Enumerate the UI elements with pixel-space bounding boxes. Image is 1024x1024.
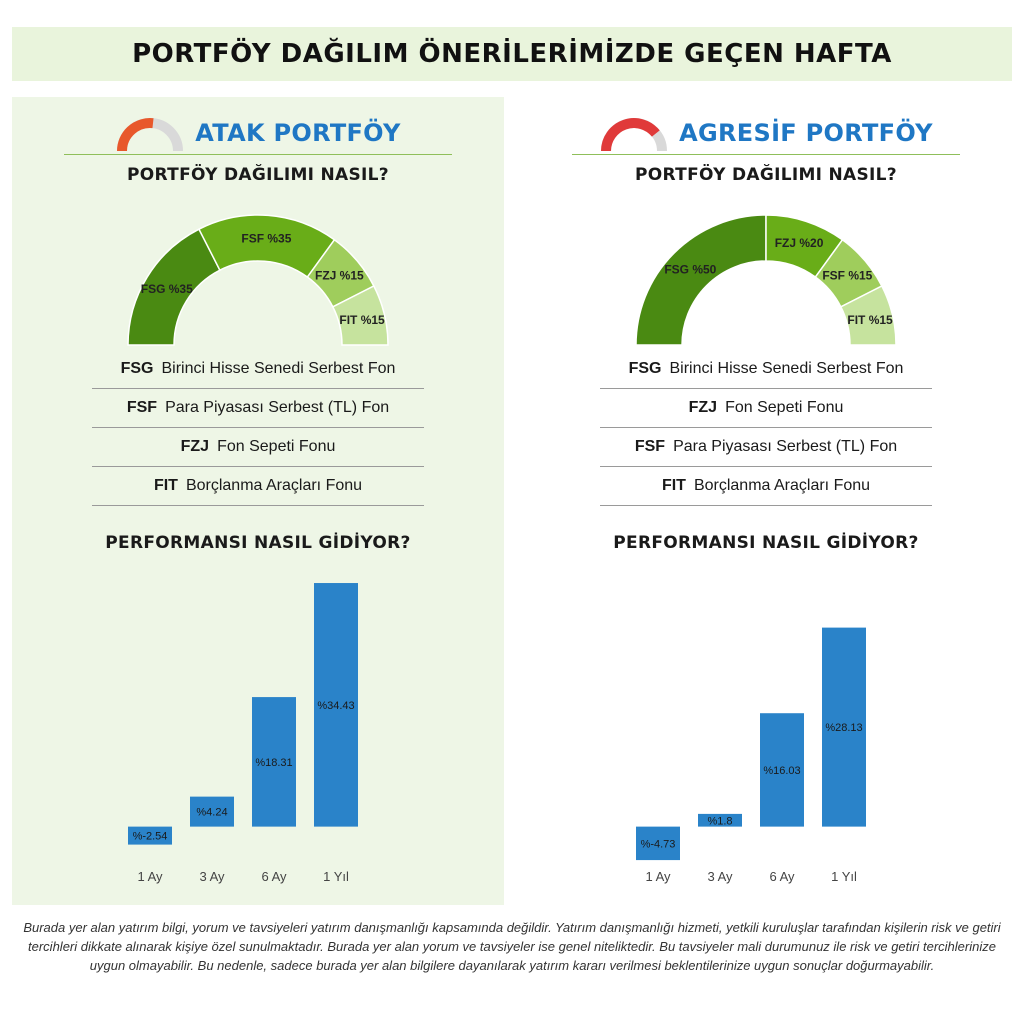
donut-label: FZJ %15	[315, 268, 364, 283]
panel-agresif	[520, 97, 1012, 905]
panel-header	[64, 111, 452, 155]
fund-name: Borçlanma Araçları Fonu	[185, 477, 363, 494]
donut-label: FSG %50	[664, 262, 717, 277]
fund-row	[600, 389, 932, 428]
gauge-icon	[115, 113, 185, 153]
gauge-icon	[599, 113, 669, 153]
fund-code: FSF	[634, 438, 666, 455]
fund-code: FSF	[126, 399, 158, 416]
fund-code: FSG	[628, 360, 662, 377]
donut-label: FSF %35	[241, 231, 292, 246]
fund-name: Birinci Hisse Senedi Serbest Fon	[669, 360, 904, 377]
fund-row	[92, 428, 424, 467]
donut-label: FSG %35	[140, 282, 193, 297]
fund-row	[600, 467, 932, 506]
panel-header	[572, 111, 960, 155]
fund-row	[92, 389, 424, 428]
donut-label: FZJ %20	[774, 236, 824, 251]
fund-name: Fon Sepeti Fonu	[217, 438, 336, 455]
fund-row	[92, 467, 424, 506]
panel-atak	[12, 97, 504, 905]
panel-title: AGRESİF PORTFÖY	[679, 118, 933, 147]
panel-title: ATAK PORTFÖY	[195, 118, 401, 147]
performance-bar-chart	[610, 577, 930, 887]
fund-row	[600, 428, 932, 467]
fund-name: Para Piyasası Serbest (TL) Fon	[673, 438, 898, 455]
bar-value-label: %18.31	[255, 756, 293, 769]
fund-row	[92, 350, 424, 389]
disclaimer: Burada yer alan yatırım bilgi, yorum ve tavsiyeleri yatırım danışmanlığı kapsamında değildir. Yatırım danışmanlığı hizmeti, yetkili kuruluşlar tarafından kişilerin risk ve getiri tercihleri dikkate alınarak kişiye özel sunulmaktadır. Burada yer alan yorum ve tavsiyeler ise genel niteliktedir. Bu tavsiyeler mali durumunuz ile risk ve getiri tercihlerinize uygun olmayabilir. Bu nedenle, sadece burada yer alan bilgilere dayanılarak yatırım kararı verilmesi beklentilerinize uygun sonuçlar doğurmayabilir.	[23, 920, 1001, 973]
donut-segment	[636, 215, 766, 345]
fund-row	[600, 350, 932, 389]
allocation-heading: PORTFÖY DAĞILIMI NASIL?	[127, 165, 389, 185]
x-tick-label: 1 Ay	[645, 869, 671, 884]
x-tick-label: 6 Ay	[261, 869, 287, 884]
fund-name: Birinci Hisse Senedi Serbest Fon	[161, 360, 396, 377]
performance-heading: PERFORMANSI NASIL GİDİYOR?	[613, 533, 919, 553]
fund-name: Borçlanma Araçları Fonu	[693, 477, 871, 494]
x-tick-label: 1 Ay	[137, 869, 163, 884]
x-tick-label: 1 Yıl	[831, 869, 857, 884]
x-tick-label: 6 Ay	[769, 869, 795, 884]
performance-bar-chart	[102, 577, 422, 887]
bar-value-label: %-2.54	[132, 830, 168, 843]
fund-code: FZJ	[688, 399, 718, 416]
allocation-donut-chart	[118, 213, 398, 351]
fund-name: Para Piyasası Serbest (TL) Fon	[165, 399, 390, 416]
bar-value-label: %1.8	[707, 815, 733, 828]
x-tick-label: 3 Ay	[707, 869, 733, 884]
donut-label: FIT %15	[847, 313, 893, 328]
bar-value-label: %34.43	[317, 699, 355, 712]
donut-label: FSF %15	[822, 268, 873, 283]
fund-list	[92, 350, 424, 506]
x-tick-label: 3 Ay	[199, 869, 225, 884]
bar-value-label: %-4.73	[640, 838, 676, 851]
title-banner	[12, 27, 1012, 81]
fund-code: FSG	[120, 360, 154, 377]
performance-heading: PERFORMANSI NASIL GİDİYOR?	[105, 533, 411, 553]
fund-list	[600, 350, 932, 506]
allocation-heading: PORTFÖY DAĞILIMI NASIL?	[635, 165, 897, 185]
donut-label: FIT %15	[339, 313, 385, 328]
bar-value-label: %16.03	[763, 764, 801, 777]
bar-value-label: %4.24	[196, 806, 228, 819]
page-title: PORTFÖY DAĞILIM ÖNERİLERİMİZDE GEÇEN HAFTA	[132, 39, 892, 69]
fund-name: Fon Sepeti Fonu	[725, 399, 844, 416]
fund-code: FZJ	[180, 438, 210, 455]
fund-code: FIT	[153, 477, 178, 494]
allocation-donut-chart	[626, 213, 906, 351]
fund-code: FIT	[661, 477, 686, 494]
bar-value-label: %28.13	[825, 722, 863, 735]
x-tick-label: 1 Yıl	[323, 869, 349, 884]
